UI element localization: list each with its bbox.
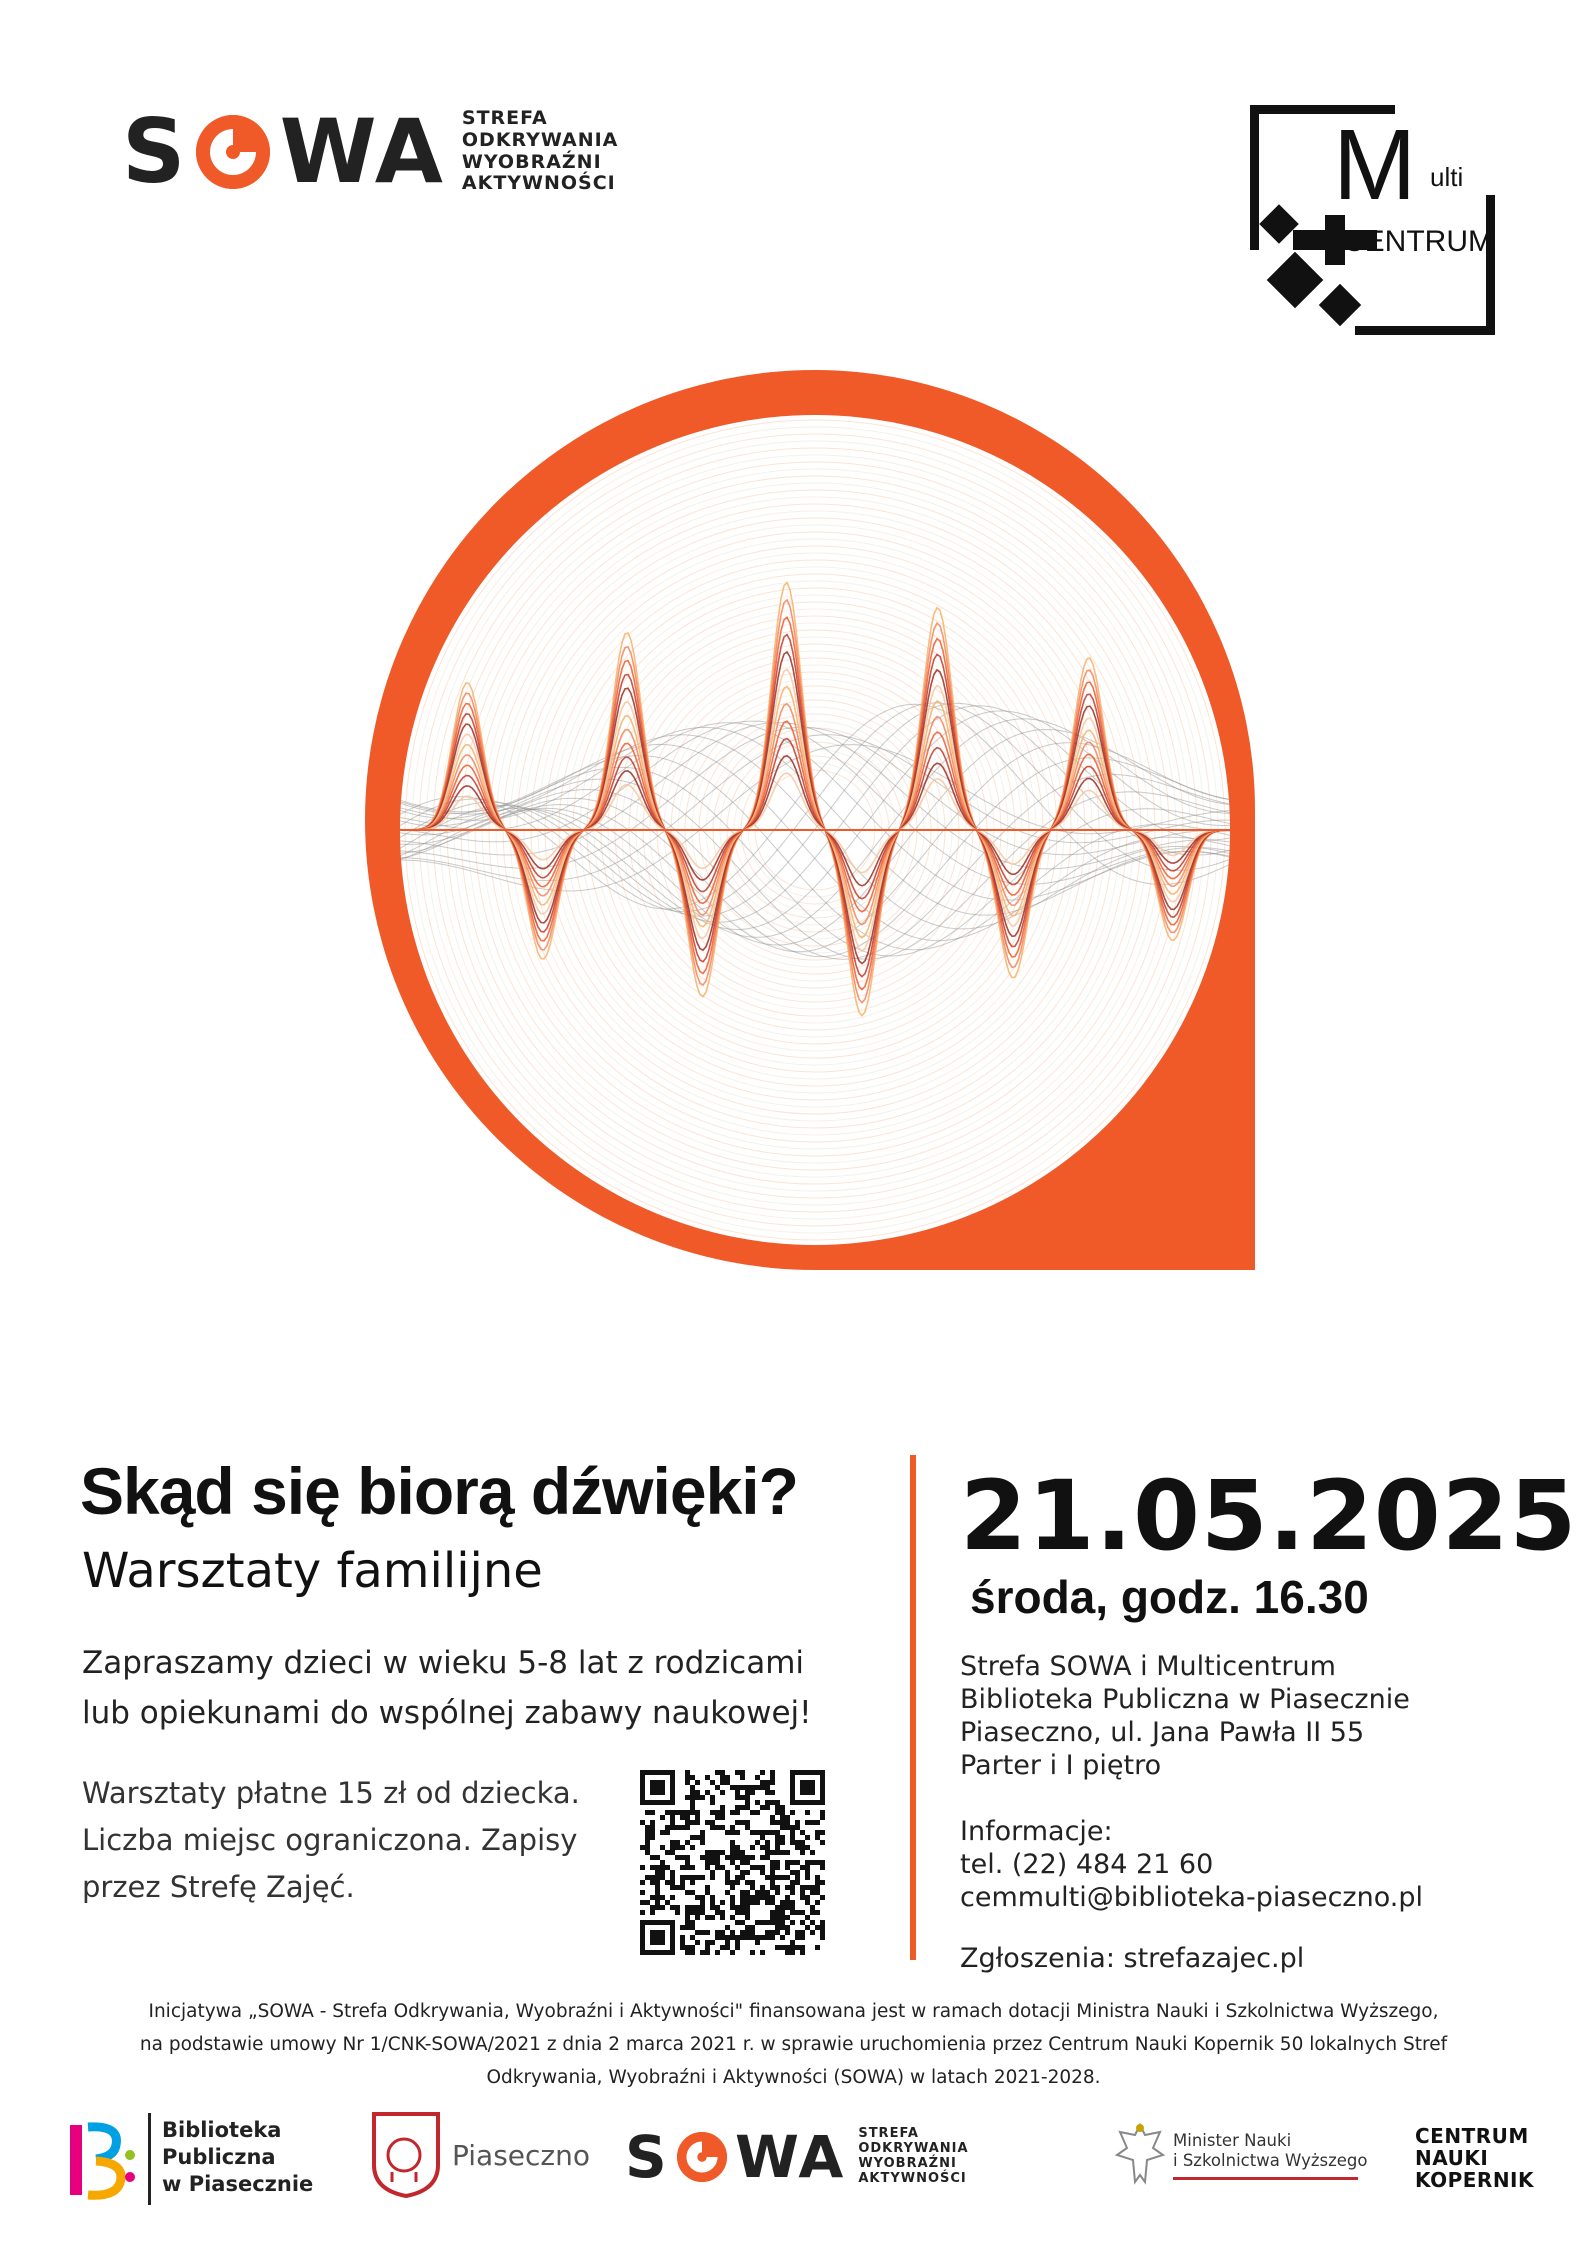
event-location [960,1650,1410,1782]
sowa-footer-tagline-line: ODKRYWANIA [858,2141,969,2157]
sowa-footer-s: S [625,2123,669,2191]
library-logo-line: Biblioteka [162,2118,282,2142]
piaseczno-logo [370,2105,640,2215]
sowa-tagline-line: ODKRYWANIA [461,128,619,151]
library-logo-line: w Piasecznie [162,2172,314,2196]
location-line: Biblioteka Publiczna w Piasecznie [960,1684,1410,1715]
location-line: Piaseczno, ul. Jana Pawła II 55 [960,1717,1365,1748]
multicentrum-ulti: ulti [1430,162,1464,192]
invitation-text [82,1638,902,1738]
payment-line: przez Strefę Zajęć. [82,1870,355,1904]
sowa-logo-s: S [122,100,188,203]
sowa-footer-tagline-line: STREFA [858,2126,919,2142]
location-line: Strefa SOWA i Multicentrum [960,1651,1336,1682]
sowa-logo-wa: WA [279,100,445,203]
partner-logos [60,2105,1540,2215]
sowa-tagline-line: WYOBRAŹNI [461,150,602,173]
cnk-logo [1415,2105,1540,2215]
sowa-footer-tagline-line: AKTYWNOŚCI [858,2170,967,2186]
piaseczno-crest-icon [370,2110,442,2200]
funding-line: Inicjatywa „SOWA - Strefa Odkrywania, Wyobraźni i Aktywności" finansowana jest w ramach dotacji Ministra Nauki i Szkolnictwa Wyższego, [148,2001,1439,2022]
library-b-icon [60,2115,140,2205]
library-logo [60,2105,320,2215]
library-logo-line: Publiczna [162,2145,276,2169]
payment-line: Liczba miejsc ograniczona. Zapisy [82,1823,578,1857]
sowa-owl-eye-icon [196,115,270,189]
payment-line: Warsztaty płatne 15 zł od dziecka. [82,1776,580,1810]
invitation-line: Zapraszamy dzieci w wieku 5-8 lat z rodzicami [82,1645,805,1681]
contact-info [960,1815,1423,1914]
event-date: 21.05.2025 [960,1460,1578,1572]
sowa-logo [122,100,702,210]
qr-code[interactable] [640,1770,825,1955]
funding-line: Odkrywania, Wyobraźni i Aktywności (SOWA) w latach 2021-2028. [486,2067,1101,2088]
info-label: Informacje: [960,1816,1113,1847]
piaseczno-logo-text: Piaseczno [452,2139,590,2172]
ministry-logo-line: Minister Nauki [1173,2131,1292,2150]
sowa-footer-wa: WA [734,2123,846,2191]
sowa-footer-owl-eye-icon [677,2132,727,2182]
column-divider [910,1455,916,1960]
sowa-tagline [462,108,618,195]
event-day-time: środa, godz. 16.30 [970,1571,1369,1623]
sowa-footer-tagline-line: WYOBRAŹNI [858,2156,957,2171]
cnk-logo-line: CENTRUM [1415,2124,1529,2148]
ministry-logo [1115,2105,1375,2215]
phone-number[interactable]: tel. (22) 484 21 60 [960,1849,1214,1880]
funding-line: na podstawie umowy Nr 1/CNK-SOWA/2021 z dnia 2 marca 2021 r. w sprawie uruchomienia przez Centrum Nauki Kopernik 50 lokalnych Stref [139,2034,1448,2055]
multicentrum-logo [1245,100,1505,345]
multicentrum-m: M [1333,109,1417,221]
email-link[interactable]: cemmulti@biblioteka-piaseczno.pl [960,1882,1423,1913]
sowa-tagline-line: STREFA [461,106,548,129]
location-line: Parter i I piętro [960,1750,1162,1781]
cnk-logo-line: KOPERNIK [1415,2168,1534,2192]
funding-note [60,1995,1527,2094]
ministry-logo-line: i Szkolnictwa Wyższego [1173,2151,1368,2170]
sowa-footer-logo [625,2105,1045,2215]
multicentrum-centrum: CENTRUM [1343,225,1493,258]
event-subtitle: Warsztaty familijne [82,1543,543,1599]
invitation-line: lub opiekunami do wspólnej zabawy naukowej! [82,1695,812,1731]
payment-info [82,1770,622,1911]
event-title: Skąd się biorą dźwięki? [80,1454,798,1528]
sowa-footer-tagline [858,2127,968,2187]
cnk-logo-line: NAUKI [1415,2146,1489,2170]
sound-wave-illustration [360,330,1270,1280]
signups-link[interactable]: Zgłoszenia: strefazajec.pl [960,1943,1305,1974]
eagle-emblem-icon [1115,2120,1165,2190]
sowa-tagline-line: AKTYWNOŚCI [461,172,616,195]
